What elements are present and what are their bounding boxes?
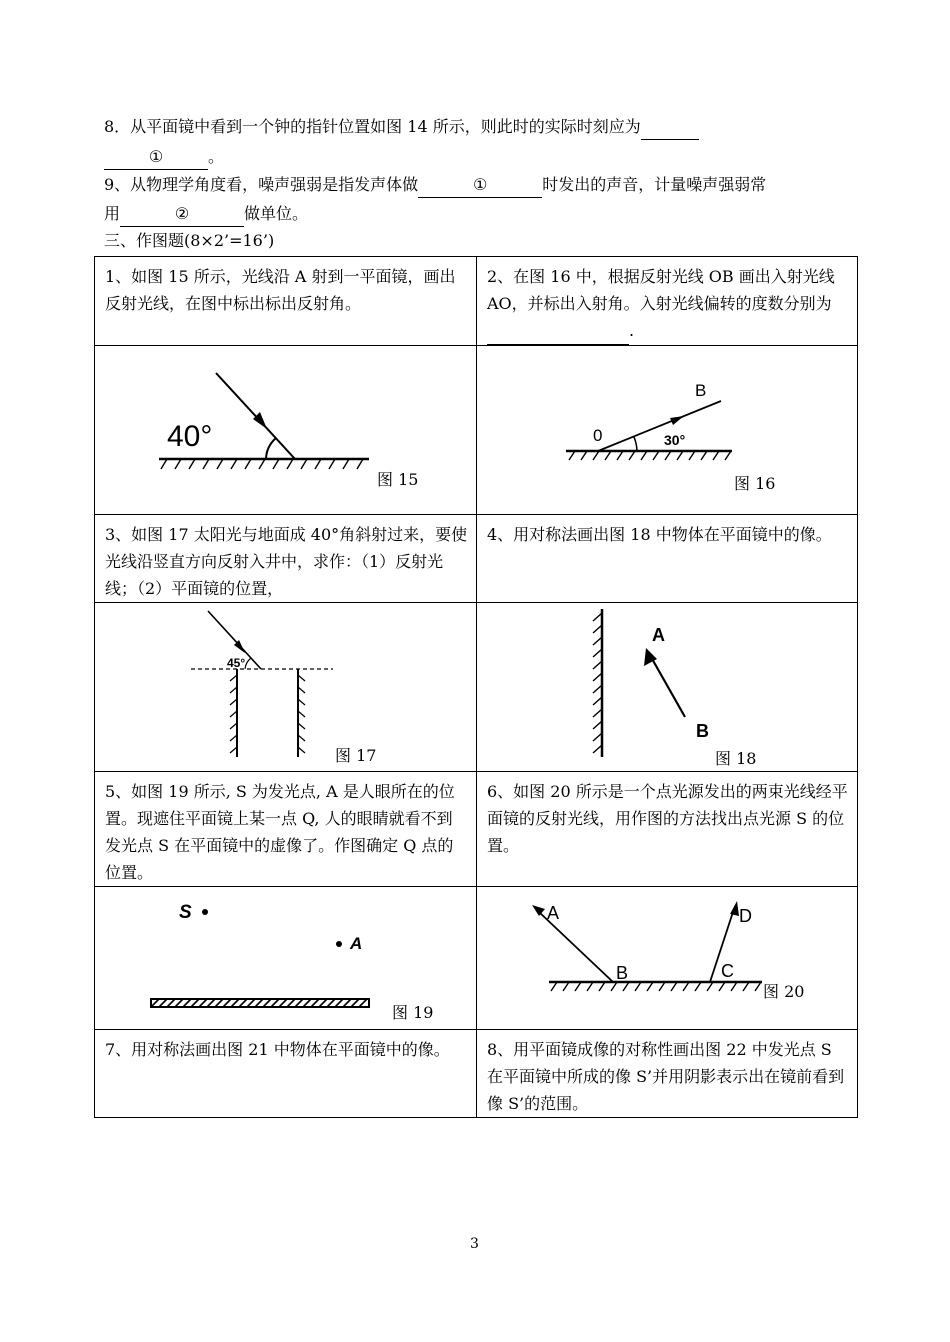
- fig16-label-o: 0: [593, 426, 603, 445]
- fig17-angle-label: 45°: [227, 656, 246, 670]
- fig20-label-c: C: [721, 961, 734, 981]
- fig16-angle-label: 30°: [664, 432, 686, 448]
- fig17-diagram[interactable]: [95, 603, 477, 772]
- fig17-caption: 图 17: [335, 746, 377, 765]
- fig19-caption: 图 19: [392, 1003, 434, 1022]
- q8-blank[interactable]: ①: [104, 145, 208, 170]
- fig15-angle-label: 40°: [167, 420, 213, 453]
- page-number: 3: [470, 1236, 479, 1252]
- fig17-cell: [95, 603, 477, 772]
- q9-line: [104, 173, 766, 198]
- q8-line: [104, 115, 699, 140]
- q6-text: 6、如图 20 所示是一个点光源发出的两束光线经平面镜的反射光线，用作图的方法找出点光源 S 的位置。: [477, 772, 858, 887]
- fig18-label-a: A: [652, 625, 665, 645]
- fig20-label-b: B: [616, 963, 629, 983]
- q2-blank[interactable]: [487, 317, 629, 345]
- q5-text: 5、如图 19 所示, S 为发光点, A 是人眼所在的位置。现遮住平面镜上某一点 Q, 人的眼睛就看不到发光点 S 在平面镜中的虚像了。作图确定 Q 点的位置。: [95, 772, 477, 887]
- fig19-label-s: S: [179, 902, 192, 923]
- q2-text-a: 2、在图 16 中，根据反射光线 OB 画出入射光线 AO，并标出入射角。入射光线偏转的度数分别为: [487, 267, 835, 313]
- fig16-caption: 图 16: [734, 474, 776, 493]
- fig20-cell: [477, 887, 858, 1030]
- q9-blank2[interactable]: ②: [120, 202, 244, 227]
- fig19-point-a: [336, 941, 342, 947]
- fig18-caption: 图 18: [715, 749, 757, 768]
- fig19-point-s: [202, 909, 208, 915]
- fig20-label-d: D: [739, 906, 752, 926]
- q9-text-c: 用: [104, 204, 121, 223]
- fig16-diagram[interactable]: [477, 346, 858, 515]
- q9-text-a: 9、从物理学角度看，噪声强弱是指发声体做: [104, 175, 419, 194]
- q9-text-b: 时发出的声音，计量噪声强弱常: [542, 175, 767, 194]
- q8-line2: [104, 145, 224, 170]
- fig20-label-a: A: [547, 903, 560, 923]
- q7-text: 7、用对称法画出图 21 中物体在平面镜中的像。: [95, 1030, 477, 1118]
- section-title: 三、作图题(8×2’=16’): [104, 231, 275, 250]
- q4-text: 4、用对称法画出图 18 中物体在平面镜中的像。: [477, 515, 858, 603]
- q8-text: 8．从平面镜中看到一个钟的指针位置如图 14 所示，则此时的实际时刻应为: [104, 117, 641, 136]
- q9-line2: [104, 202, 308, 227]
- fig15-cell: [95, 346, 477, 515]
- fig19-label-a: A: [350, 934, 363, 953]
- fig15-caption: 图 15: [377, 470, 419, 489]
- q2-text-b: .: [629, 321, 635, 340]
- fig16-cell: [477, 346, 858, 515]
- drawing-questions-table: [94, 256, 858, 1118]
- q2-text: [477, 257, 858, 346]
- fig16-label-b: B: [695, 381, 707, 400]
- fig20-diagram[interactable]: [477, 887, 858, 1030]
- q9-blank1[interactable]: ①: [418, 173, 542, 198]
- q9-text-d: 做单位。: [244, 204, 309, 223]
- fig19-cell: [95, 887, 477, 1030]
- fig15-diagram[interactable]: [95, 346, 477, 515]
- q1-text: 1、如图 15 所示，光线沿 A 射到一平面镜，画出反射光线，在图中标出标出反射角。: [95, 257, 477, 346]
- fig18-label-b: B: [696, 721, 709, 741]
- q8-blank-end[interactable]: [641, 115, 699, 140]
- fig18-diagram[interactable]: [477, 603, 858, 772]
- fig20-caption: 图 20: [763, 982, 805, 1001]
- q8b-text: 8、用平面镜成像的对称性画出图 22 中发光点 S 在平面镜中所成的像 S’并用阴影表示出在镜前看到像 S’的范围。: [477, 1030, 858, 1118]
- fig18-cell: [477, 603, 858, 772]
- q8-end: 。: [208, 147, 225, 166]
- q3-text: 3、如图 17 太阳光与地面成 40°角斜射过来，要使光线沿竖直方向反射入井中，求作：（1）反射光线；（2）平面镜的位置，: [95, 515, 477, 603]
